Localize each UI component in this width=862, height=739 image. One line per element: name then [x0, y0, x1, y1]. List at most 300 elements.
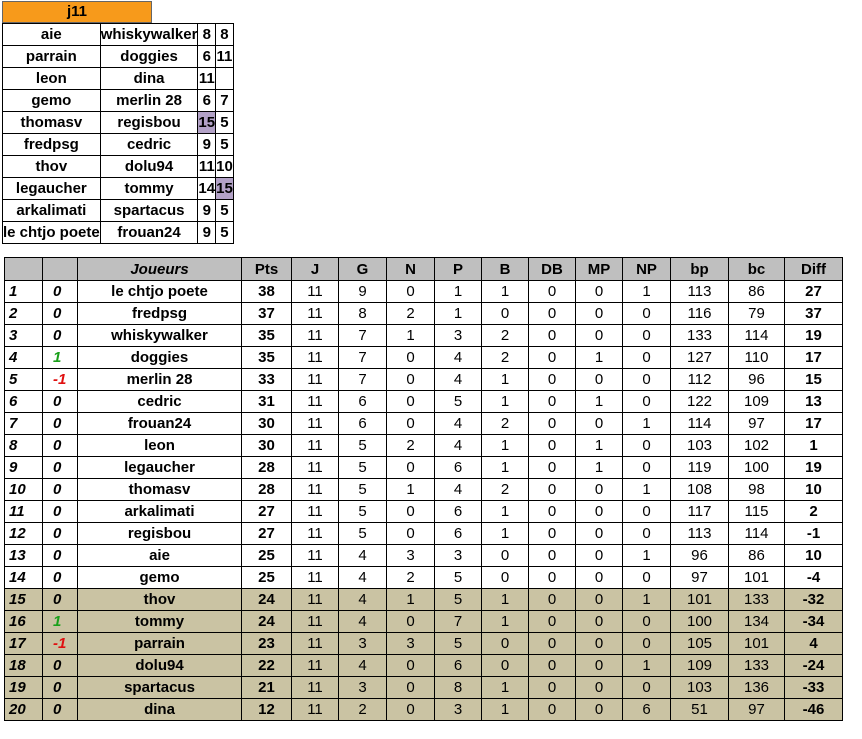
bonus-cell: 1	[482, 369, 529, 391]
bonus-cell: 1	[482, 501, 529, 523]
np-cell: 0	[623, 369, 671, 391]
match-home-player: parrain	[3, 46, 101, 68]
player-name-cell: cedric	[78, 391, 242, 413]
goals-against-cell: 101	[729, 633, 785, 655]
goals-for-cell: 122	[671, 391, 729, 413]
won-cell: 3	[339, 633, 387, 655]
standings-row	[5, 281, 843, 303]
mp-cell: 0	[576, 677, 623, 699]
won-cell: 6	[339, 413, 387, 435]
drawn-cell: 0	[387, 655, 435, 677]
match-away-score: 5	[216, 112, 234, 134]
goals-against-cell: 133	[729, 655, 785, 677]
match-row	[3, 178, 234, 200]
player-name-cell: aie	[78, 545, 242, 567]
standings-row	[5, 435, 843, 457]
player-name-cell: doggies	[78, 347, 242, 369]
match-row	[3, 24, 234, 46]
played-cell: 11	[292, 699, 339, 721]
won-cell: 5	[339, 435, 387, 457]
won-cell: 5	[339, 523, 387, 545]
np-cell: 0	[623, 325, 671, 347]
player-name-cell: spartacus	[78, 677, 242, 699]
db-cell: 0	[529, 391, 576, 413]
player-name-cell: whiskywalker	[78, 325, 242, 347]
rank-cell: 4	[5, 347, 43, 369]
standings-row	[5, 545, 843, 567]
won-cell: 5	[339, 501, 387, 523]
difference-cell: 19	[785, 325, 843, 347]
difference-cell: -33	[785, 677, 843, 699]
standings-table	[4, 257, 843, 721]
np-cell: 1	[623, 479, 671, 501]
mp-cell: 0	[576, 281, 623, 303]
lost-cell: 6	[435, 523, 482, 545]
won-cell: 4	[339, 567, 387, 589]
won-cell: 4	[339, 589, 387, 611]
goals-for-cell: 101	[671, 589, 729, 611]
rank-cell: 1	[5, 281, 43, 303]
difference-cell: 4	[785, 633, 843, 655]
match-away-player: regisbou	[100, 112, 198, 134]
drawn-cell: 1	[387, 325, 435, 347]
db-cell: 0	[529, 611, 576, 633]
points-cell: 27	[242, 501, 292, 523]
bonus-cell: 1	[482, 523, 529, 545]
drawn-cell: 0	[387, 391, 435, 413]
played-cell: 11	[292, 391, 339, 413]
mp-cell: 0	[576, 699, 623, 721]
np-cell: 0	[623, 567, 671, 589]
points-cell: 27	[242, 523, 292, 545]
movement-cell: 0	[43, 413, 78, 435]
difference-cell: 15	[785, 369, 843, 391]
difference-cell: 37	[785, 303, 843, 325]
goals-against-cell: 110	[729, 347, 785, 369]
bonus-cell: 1	[482, 457, 529, 479]
player-name-cell: leon	[78, 435, 242, 457]
goals-against-header: bc	[729, 258, 785, 281]
goals-for-cell: 103	[671, 677, 729, 699]
played-cell: 11	[292, 523, 339, 545]
movement-cell: 0	[43, 655, 78, 677]
match-away-score: 7	[216, 90, 234, 112]
difference-cell: 13	[785, 391, 843, 413]
played-cell: 11	[292, 369, 339, 391]
match-home-player: legaucher	[3, 178, 101, 200]
played-cell: 11	[292, 281, 339, 303]
mp-cell: 0	[576, 633, 623, 655]
mp-cell: 1	[576, 457, 623, 479]
difference-cell: -32	[785, 589, 843, 611]
match-home-score: 15	[198, 112, 216, 134]
goals-against-cell: 100	[729, 457, 785, 479]
goals-for-cell: 112	[671, 369, 729, 391]
lost-cell: 4	[435, 413, 482, 435]
points-cell: 21	[242, 677, 292, 699]
player-name-cell: regisbou	[78, 523, 242, 545]
match-away-score: 5	[216, 222, 234, 244]
rank-cell: 17	[5, 633, 43, 655]
db-cell: 0	[529, 369, 576, 391]
player-name-cell: parrain	[78, 633, 242, 655]
played-cell: 11	[292, 501, 339, 523]
played-cell: 11	[292, 633, 339, 655]
difference-cell: 27	[785, 281, 843, 303]
goals-for-cell: 114	[671, 413, 729, 435]
rank-cell: 18	[5, 655, 43, 677]
drawn-cell: 3	[387, 545, 435, 567]
rank-header	[5, 258, 43, 281]
lost-cell: 6	[435, 457, 482, 479]
np-cell: 1	[623, 413, 671, 435]
match-row	[3, 68, 234, 90]
player-name-cell: fredpsg	[78, 303, 242, 325]
goals-against-cell: 97	[729, 699, 785, 721]
rank-cell: 11	[5, 501, 43, 523]
rank-cell: 2	[5, 303, 43, 325]
match-away-player: merlin 28	[100, 90, 198, 112]
points-cell: 37	[242, 303, 292, 325]
drawn-cell: 1	[387, 589, 435, 611]
mp-cell: 0	[576, 655, 623, 677]
points-cell: 28	[242, 479, 292, 501]
match-row	[3, 200, 234, 222]
points-cell: 22	[242, 655, 292, 677]
player-name-cell: arkalimati	[78, 501, 242, 523]
match-away-score: 5	[216, 200, 234, 222]
difference-cell: 2	[785, 501, 843, 523]
db-cell: 0	[529, 633, 576, 655]
difference-cell: -1	[785, 523, 843, 545]
drawn-cell: 1	[387, 479, 435, 501]
match-away-player: cedric	[100, 134, 198, 156]
points-cell: 35	[242, 347, 292, 369]
lost-cell: 5	[435, 633, 482, 655]
match-away-score	[216, 68, 234, 90]
match-away-player: dina	[100, 68, 198, 90]
match-away-score: 5	[216, 134, 234, 156]
standings-row	[5, 699, 843, 721]
goals-for-cell: 109	[671, 655, 729, 677]
played-cell: 11	[292, 677, 339, 699]
played-cell: 11	[292, 655, 339, 677]
np-cell: 1	[623, 545, 671, 567]
won-cell: 6	[339, 391, 387, 413]
bonus-cell: 0	[482, 633, 529, 655]
points-header: Pts	[242, 258, 292, 281]
goals-against-cell: 102	[729, 435, 785, 457]
played-cell: 11	[292, 413, 339, 435]
db-cell: 0	[529, 677, 576, 699]
mp-cell: 0	[576, 325, 623, 347]
won-cell: 3	[339, 677, 387, 699]
match-home-score: 14	[198, 178, 216, 200]
lost-cell: 4	[435, 347, 482, 369]
goals-against-cell: 98	[729, 479, 785, 501]
difference-cell: 10	[785, 545, 843, 567]
rank-cell: 6	[5, 391, 43, 413]
played-cell: 11	[292, 347, 339, 369]
match-home-player: le chtjo poete	[3, 222, 101, 244]
standings-row	[5, 413, 843, 435]
lost-cell: 3	[435, 325, 482, 347]
movement-cell: 0	[43, 699, 78, 721]
db-cell: 0	[529, 347, 576, 369]
match-away-player: dolu94	[100, 156, 198, 178]
won-cell: 7	[339, 369, 387, 391]
match-away-player: whiskywalker	[100, 24, 198, 46]
match-row	[3, 156, 234, 178]
won-cell: 8	[339, 303, 387, 325]
goals-for-cell: 103	[671, 435, 729, 457]
match-away-score: 10	[216, 156, 234, 178]
points-cell: 28	[242, 457, 292, 479]
rank-cell: 12	[5, 523, 43, 545]
played-cell: 11	[292, 545, 339, 567]
matchday-title: j11	[2, 1, 152, 23]
goals-against-cell: 101	[729, 567, 785, 589]
match-home-player: leon	[3, 68, 101, 90]
drawn-cell: 0	[387, 677, 435, 699]
np-cell: 6	[623, 699, 671, 721]
movement-cell: 0	[43, 281, 78, 303]
lost-cell: 4	[435, 369, 482, 391]
standings-row	[5, 391, 843, 413]
rank-cell: 15	[5, 589, 43, 611]
player-name-cell: frouan24	[78, 413, 242, 435]
rank-cell: 5	[5, 369, 43, 391]
goals-for-cell: 113	[671, 523, 729, 545]
match-away-player: frouan24	[100, 222, 198, 244]
bonus-header: B	[482, 258, 529, 281]
standings-row	[5, 655, 843, 677]
lost-header: P	[435, 258, 482, 281]
goals-for-cell: 119	[671, 457, 729, 479]
match-home-score: 9	[198, 200, 216, 222]
rank-cell: 14	[5, 567, 43, 589]
db-cell: 0	[529, 479, 576, 501]
db-cell: 0	[529, 325, 576, 347]
db-cell: 0	[529, 303, 576, 325]
np-cell: 0	[623, 457, 671, 479]
db-cell: 0	[529, 413, 576, 435]
points-cell: 12	[242, 699, 292, 721]
movement-cell: 0	[43, 501, 78, 523]
won-cell: 4	[339, 611, 387, 633]
goals-for-cell: 133	[671, 325, 729, 347]
rank-cell: 7	[5, 413, 43, 435]
bonus-cell: 1	[482, 699, 529, 721]
np-cell: 0	[623, 435, 671, 457]
goals-against-cell: 97	[729, 413, 785, 435]
movement-header	[43, 258, 78, 281]
bonus-cell: 1	[482, 435, 529, 457]
difference-cell: -4	[785, 567, 843, 589]
rank-cell: 20	[5, 699, 43, 721]
movement-cell: 0	[43, 589, 78, 611]
goals-against-cell: 115	[729, 501, 785, 523]
standings-row	[5, 303, 843, 325]
mp-cell: 0	[576, 545, 623, 567]
players-header: Joueurs	[78, 258, 242, 281]
player-name-cell: merlin 28	[78, 369, 242, 391]
np-header: NP	[623, 258, 671, 281]
mp-cell: 0	[576, 369, 623, 391]
points-cell: 25	[242, 567, 292, 589]
won-cell: 4	[339, 655, 387, 677]
movement-cell: 0	[43, 435, 78, 457]
lost-cell: 5	[435, 391, 482, 413]
drawn-cell: 2	[387, 567, 435, 589]
db-cell: 0	[529, 545, 576, 567]
bonus-cell: 0	[482, 545, 529, 567]
goals-for-cell: 100	[671, 611, 729, 633]
goals-against-cell: 109	[729, 391, 785, 413]
points-cell: 24	[242, 611, 292, 633]
db-cell: 0	[529, 589, 576, 611]
match-home-score: 11	[198, 156, 216, 178]
bonus-cell: 0	[482, 303, 529, 325]
movement-cell: -1	[43, 633, 78, 655]
db-cell: 0	[529, 567, 576, 589]
difference-cell: 19	[785, 457, 843, 479]
drawn-cell: 0	[387, 523, 435, 545]
player-name-cell: thov	[78, 589, 242, 611]
standings-row	[5, 611, 843, 633]
match-home-score: 8	[198, 24, 216, 46]
played-cell: 11	[292, 567, 339, 589]
standings-row	[5, 501, 843, 523]
mp-cell: 1	[576, 391, 623, 413]
goals-for-cell: 51	[671, 699, 729, 721]
movement-cell: 0	[43, 457, 78, 479]
rank-cell: 10	[5, 479, 43, 501]
lost-cell: 4	[435, 435, 482, 457]
bonus-cell: 2	[482, 347, 529, 369]
np-cell: 1	[623, 589, 671, 611]
lost-cell: 1	[435, 303, 482, 325]
bonus-cell: 1	[482, 281, 529, 303]
match-home-player: fredpsg	[3, 134, 101, 156]
difference-cell: 1	[785, 435, 843, 457]
movement-cell: 0	[43, 523, 78, 545]
mp-cell: 0	[576, 413, 623, 435]
drawn-cell: 0	[387, 281, 435, 303]
np-cell: 0	[623, 633, 671, 655]
bonus-cell: 2	[482, 325, 529, 347]
goals-against-cell: 86	[729, 281, 785, 303]
points-cell: 23	[242, 633, 292, 655]
mp-cell: 0	[576, 479, 623, 501]
goals-against-cell: 114	[729, 523, 785, 545]
goals-against-cell: 114	[729, 325, 785, 347]
standings-row	[5, 633, 843, 655]
mp-cell: 0	[576, 567, 623, 589]
np-cell: 1	[623, 655, 671, 677]
bonus-cell: 1	[482, 611, 529, 633]
match-home-player: thov	[3, 156, 101, 178]
match-row	[3, 134, 234, 156]
drawn-cell: 0	[387, 699, 435, 721]
mp-cell: 0	[576, 501, 623, 523]
lost-cell: 5	[435, 567, 482, 589]
match-away-player: spartacus	[100, 200, 198, 222]
movement-cell: 0	[43, 303, 78, 325]
won-cell: 9	[339, 281, 387, 303]
movement-cell: -1	[43, 369, 78, 391]
points-cell: 25	[242, 545, 292, 567]
match-home-score: 9	[198, 222, 216, 244]
db-cell: 0	[529, 457, 576, 479]
match-away-player: doggies	[100, 46, 198, 68]
db-cell: 0	[529, 523, 576, 545]
match-row	[3, 46, 234, 68]
drawn-cell: 2	[387, 303, 435, 325]
points-cell: 30	[242, 435, 292, 457]
drawn-header: N	[387, 258, 435, 281]
played-cell: 11	[292, 457, 339, 479]
player-name-cell: tommy	[78, 611, 242, 633]
match-away-player: tommy	[100, 178, 198, 200]
matchday-results-table	[2, 23, 234, 244]
difference-cell: -34	[785, 611, 843, 633]
mp-cell: 0	[576, 303, 623, 325]
standings-row	[5, 479, 843, 501]
won-cell: 7	[339, 347, 387, 369]
rank-cell: 19	[5, 677, 43, 699]
rank-cell: 8	[5, 435, 43, 457]
match-home-score: 11	[198, 68, 216, 90]
mp-cell: 1	[576, 347, 623, 369]
difference-header: Diff	[785, 258, 843, 281]
match-home-player: thomasv	[3, 112, 101, 134]
difference-cell: -24	[785, 655, 843, 677]
standings-row	[5, 457, 843, 479]
played-header: J	[292, 258, 339, 281]
points-cell: 33	[242, 369, 292, 391]
lost-cell: 6	[435, 655, 482, 677]
player-name-cell: gemo	[78, 567, 242, 589]
drawn-cell: 0	[387, 501, 435, 523]
drawn-cell: 2	[387, 435, 435, 457]
bonus-cell: 2	[482, 413, 529, 435]
db-header: DB	[529, 258, 576, 281]
goals-for-cell: 116	[671, 303, 729, 325]
goals-for-cell: 127	[671, 347, 729, 369]
player-name-cell: dina	[78, 699, 242, 721]
difference-cell: -46	[785, 699, 843, 721]
standings-row	[5, 589, 843, 611]
match-home-player: gemo	[3, 90, 101, 112]
np-cell: 0	[623, 523, 671, 545]
standings-row	[5, 523, 843, 545]
goals-against-cell: 79	[729, 303, 785, 325]
points-cell: 35	[242, 325, 292, 347]
db-cell: 0	[529, 699, 576, 721]
match-row	[3, 90, 234, 112]
goals-against-cell: 86	[729, 545, 785, 567]
won-cell: 7	[339, 325, 387, 347]
match-home-score: 9	[198, 134, 216, 156]
standings-header-row	[5, 258, 843, 281]
mp-cell: 0	[576, 611, 623, 633]
won-cell: 5	[339, 457, 387, 479]
movement-cell: 1	[43, 347, 78, 369]
bonus-cell: 1	[482, 677, 529, 699]
points-cell: 30	[242, 413, 292, 435]
np-cell: 1	[623, 281, 671, 303]
